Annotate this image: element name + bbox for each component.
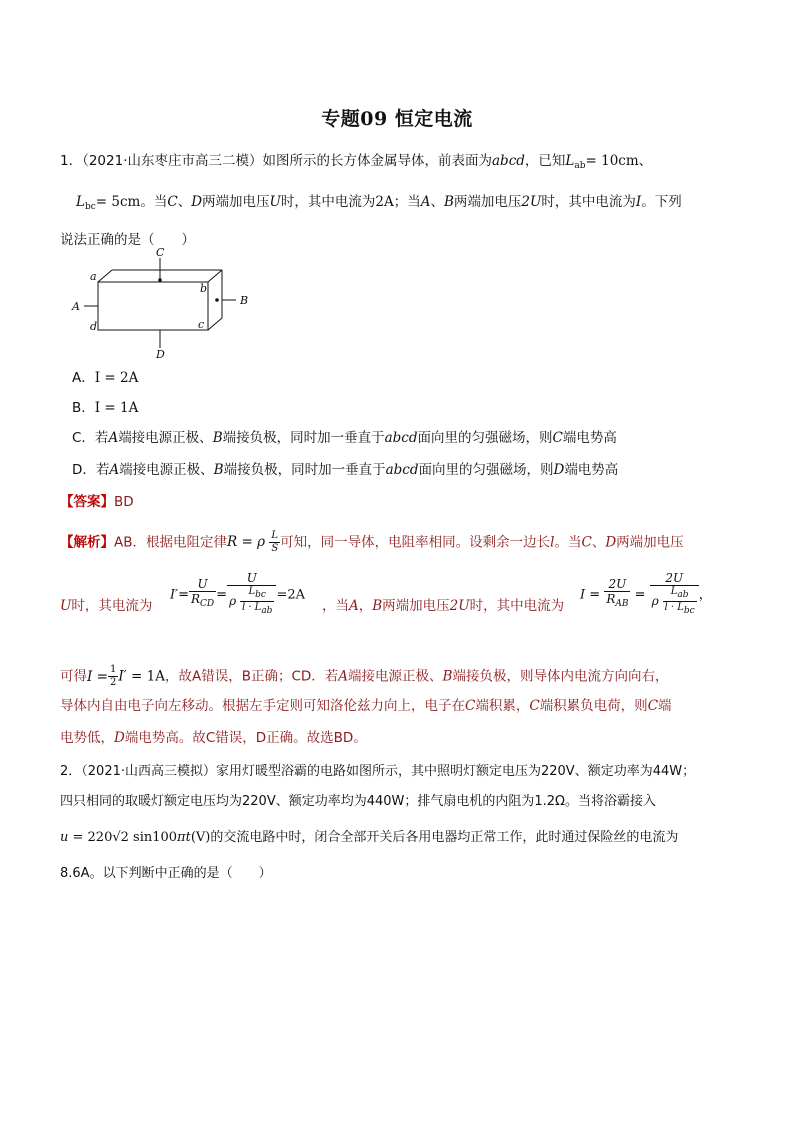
label-b: b (200, 282, 208, 295)
label-d: d (90, 320, 98, 333)
formula-I: I = $\frac{2U}{R_{AB}}$ = 2U ρ $\frac{L_{ab}}{l \cdot L_{bc}}$ ， (580, 571, 712, 616)
q1-stem-line2: $L_{bc}= 5cm$。当C、D两端加电压U时，其中电流为2A；当A、B两端加电压2U时，其中电流为I。下列 (76, 194, 682, 212)
q1-explanation-line4: 导体内自由电子向左移动。根据左手定则可知洛伦兹力向上，电子在C端积累，C端积累负电荷，则C端 (60, 698, 672, 714)
q1-option-c: C．若A端接电源正极、B端接负极，同时加一垂直于abcd面向里的匀强磁场，则C端电势高 (72, 430, 617, 446)
front-face (98, 282, 208, 330)
label-B: B (240, 294, 249, 307)
q1-stem-line1: 1．（2021·山东枣庄市高三二模）如图所示的长方体金属导体，前表面为abcd，已知$L_{ab}= 10cm$、 (60, 153, 653, 171)
label-C: C (156, 248, 165, 259)
label-D: D (156, 348, 165, 360)
label-a: a (90, 270, 97, 283)
q1-option-b: B．I = 1A (72, 400, 139, 416)
q1-stem-line3: 说法正确的是（ ） (60, 232, 195, 248)
q1-explanation-line3: 可得I = $\frac{1}{2}$ I′ = 1A，故A错误，B正确；CD．若A端接电源正极、B端接负极，则导体内电流方向向右， (60, 664, 669, 688)
q1-option-d: D．若A端接电源正极、B端接负极，同时加一垂直于abcd面向里的匀强磁场，则D端电势高 (72, 462, 619, 478)
cuboid-conductor-diagram (64, 248, 254, 360)
q1-explanation-line2: U时，其电流为 (60, 598, 153, 614)
page-title: 专题09 恒定电流 (321, 108, 473, 130)
label-c: c (198, 318, 205, 331)
label-A: A (72, 300, 80, 313)
q1-explanation-line2b: ，当A，B两端加电压2U时，其中电流为 (322, 598, 565, 614)
formula-I-prime: I′= $\frac{U}{R_{CD}}$ = U ρ $\frac{L_{bc}}{l \cdot L_{ab}}$ =2A (170, 571, 306, 616)
q1-answer: 【答案】BD (60, 494, 134, 510)
q1-explanation-line5: 电势低，D端电势高。故C错误，D正确。故选BD。 (60, 730, 367, 746)
q2-stem-line3: u = 220√2 sin100πt(V)的交流电路中时，闭合全部开关后各用电器均正常工作，此时通过保险丝的电流为 (60, 830, 679, 845)
q2-stem-line2: 四只相同的取暖灯额定电压均为220V、额定功率均为440W；排气扇电机的内阻为1.2Ω。当将浴霸接入 (60, 794, 656, 809)
q2-stem-line4: 8.6A。以下判断中正确的是（ ） (60, 866, 272, 881)
q2-stem-line1: 2．（2021·山西高三模拟）家用灯暖型浴霸的电路如图所示，其中照明灯额定电压为220V、额定功率为44W； (60, 764, 696, 779)
q1-explanation-line1: 【解析】AB．根据电阻定律R = ρ $\frac{L}{S}$ 可知，同一导体，电阻率相同。设剩余一边长l。当C、D两端加电压 (60, 530, 684, 554)
q1-option-a: A．I = 2A (72, 370, 139, 386)
